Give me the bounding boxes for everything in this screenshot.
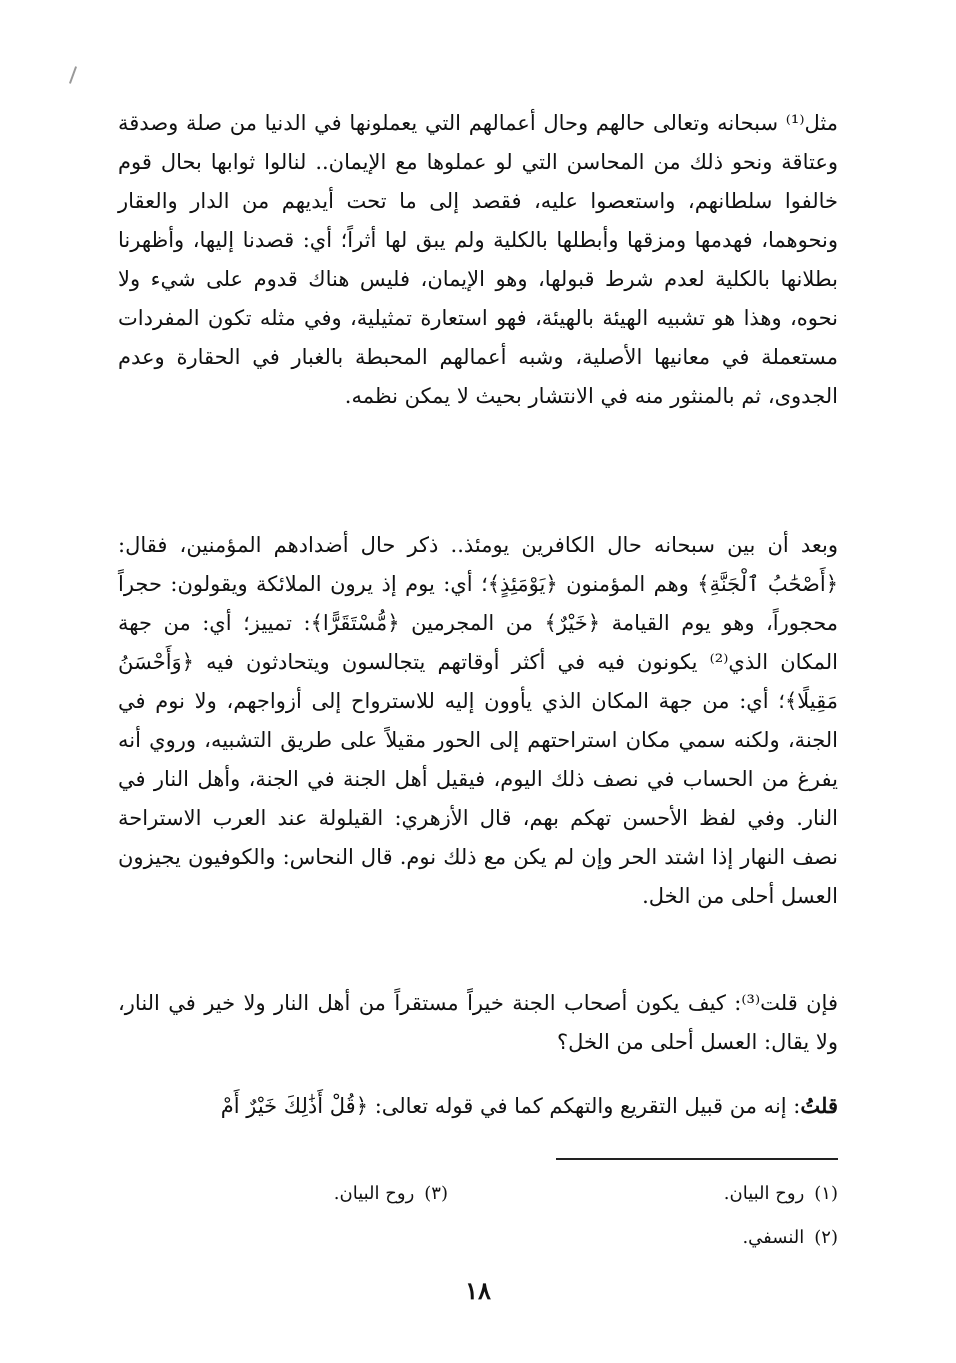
paragraph-2: [118, 526, 838, 916]
paragraph-4-rest: : إنه من قبيل التقريع والتهكم كما في قوله تعالى: ﴿قُلْ أَذَٰلِكَ خَيْرٌ أَمْ: [220, 1094, 801, 1118]
paragraph-4-text: [118, 1086, 838, 1126]
page-number: ١٨: [465, 1276, 491, 1305]
paragraph-1: [118, 104, 838, 416]
paragraph-4: [118, 1086, 838, 1126]
footnote-2: [742, 1220, 838, 1256]
footnote-1-text: روح البيان.: [723, 1183, 805, 1204]
footnote-1-number: (١): [814, 1183, 838, 1204]
stray-pen-mark: [69, 66, 77, 84]
paragraph-2-text: وبعد أن بين سبحانه حال الكافرين يومئذ.. ذكر حال أضدادهم المؤمنين، فقال: ﴿أَصْحَٰبُ ٱلْجَنَّةِ﴾ وهم المؤمنون ﴿يَوْمَئِذٍ﴾؛ أي: يوم إذ يرون الملائكة ويقولون: حجراً محجوراً، وهو يوم القيامة ﴿خَيْرٌ﴾ من المجرمين ﴿مُّسْتَقَرًّا﴾: تمييز؛ أي: من جهة المكان الذي⁽²⁾ يكونون فيه في أكثر أوقاتهم يتجالسون ويتحادثون فيه ﴿وَأَحْسَنُ مَقِيلًا﴾؛ أي: من جهة المكان الذي يأوون إليه للاسترواح إلى أزواجهم، ولا نوم في الجنة، ولكنه سمي مكان استراحتهم إلى الحور مقيلاً على طريق التشبيه، وروي أنه يفرغ من الحساب في نصف ذلك اليوم، فيقيل أهل الجنة في الجنة، وأهل النار في النار. وفي لفظ الأحسن تهكم بهم، قال الأزهري: القيلولة عند العرب الاستراحة نصف النهار إذا اشتد الحر وإن لم يكن مع ذلك نوم. قال النحاس: والكوفيون يجيزون العسل أحلى من الخل.: [118, 533, 838, 908]
footnote-1: [724, 1176, 838, 1212]
footnote-2-number: (٢): [814, 1227, 838, 1248]
footnote-separator: [556, 1158, 838, 1160]
footnote-3-text: روح البيان.: [333, 1183, 415, 1204]
footnote-2-text: النسفي.: [742, 1227, 805, 1248]
footnote-3: [334, 1176, 448, 1212]
paragraph-4-lead: قلتُ: [800, 1093, 838, 1118]
paragraph-3-text: فإن قلت⁽³⁾: كيف يكون أصحاب الجنة خيراً مستقراً من أهل النار ولا خير في النار، ولا يقال: العسل أحلى من الخل؟: [118, 991, 838, 1054]
paragraph-1-text: مثل⁽¹⁾ سبحانه وتعالى حالهم وحال أعمالهم التي يعملونها في الدنيا من صلة وصدقة وعتاقة ونحو ذلك من المحاسن التي لو عملوها مع الإيمان.. لنالوا ثوابها بحال قوم خالفوا سلطانهم، واستعصوا عليه، فقصد إلى ما تحت أيديهم من الدار والعقار ونحوهما، فهدمها ومزقها وأبطلها بالكلية ولم يبق لها أثراً؛ أي: قصدنا إليها، وأظهرنا بطلانها بالكلية لعدم شرط قبولها، وهو الإيمان، فليس هناك قدوم على شيء ولا نحوه، وهذا هو تشبيه الهيئة بالهيئة، فهو استعارة تمثيلية، وفي مثله تكون المفردات مستعملة في معانيها الأصلية، وشبه أعمالهم المحبطة بالغبار في الحقارة وعدم الجدوى، ثم بالمنثور منه في الانتشار بحيث لا يمكن نظمه.: [118, 111, 838, 408]
footnote-3-number: (٣): [424, 1183, 448, 1204]
paragraph-3: [118, 984, 838, 1062]
